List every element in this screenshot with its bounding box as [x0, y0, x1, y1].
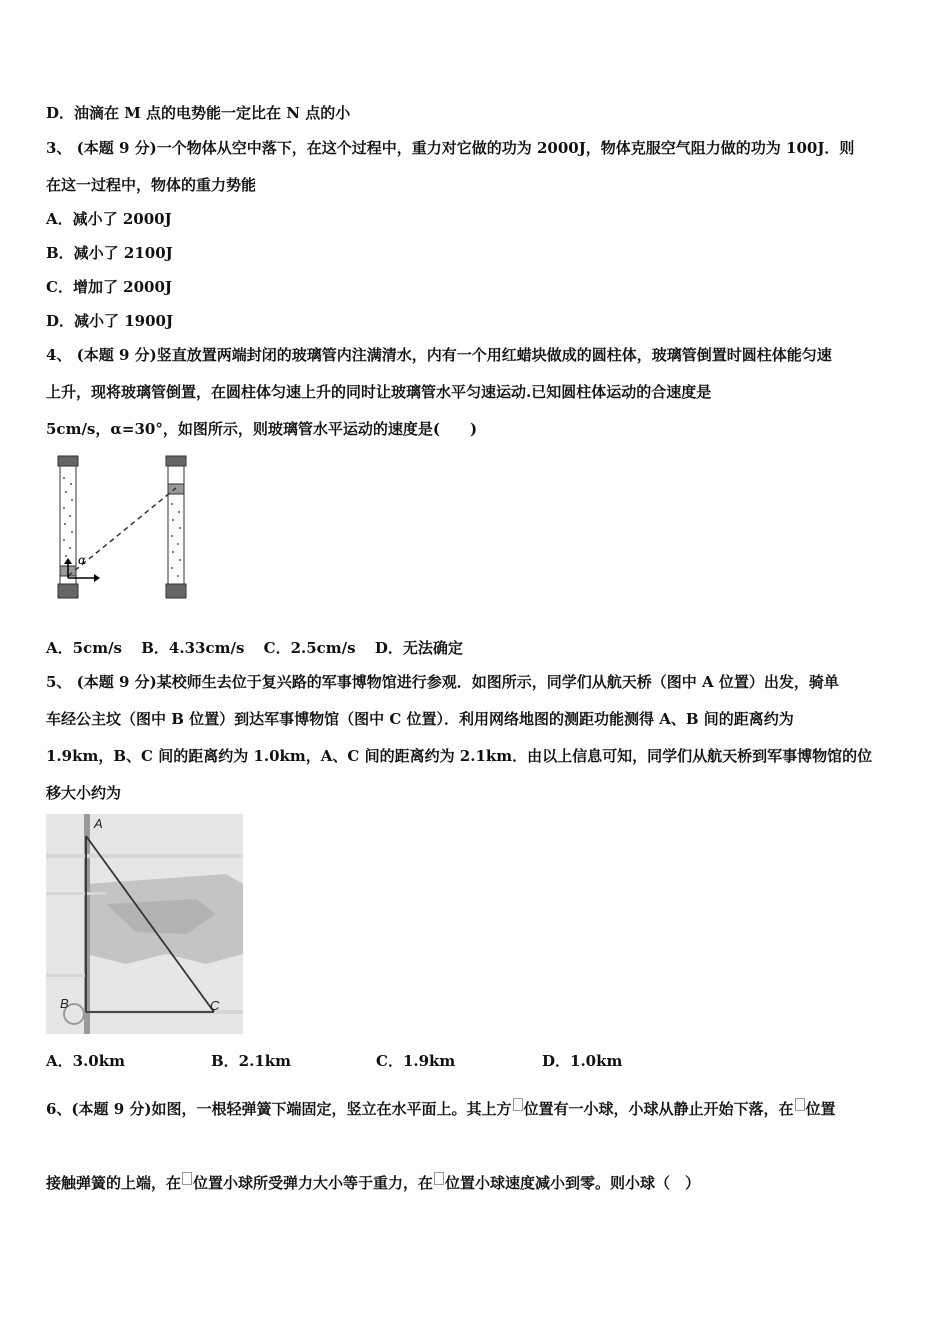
q6-stem-1a: 6、(本题 9 分)如图，一根轻弹簧下端固定，竖立在水平面上。其上方 — [46, 1100, 512, 1118]
q5-map-figure — [46, 814, 243, 1034]
q5-stem-line-2: 车经公主坟（图中 B 位置）到达军事博物馆（图中 C 位置）．利用网络地图的测距功能测得 A、B 间的距离约为 — [46, 710, 794, 728]
q6-stem-2b: 位置小球所受弹力大小等于重力，在 — [193, 1174, 434, 1192]
q5-option-c: C．1.9km — [376, 1052, 456, 1070]
q6-stem-line-1 — [46, 1098, 836, 1119]
q4-stem-line-1: 4、 (本题 9 分)竖直放置两端封闭的玻璃管内注满清水，内有一个用红蜡块做成的圆柱体，玻璃管倒置时圆柱体能匀速 — [46, 346, 832, 364]
q3-stem-line-1: 3、 (本题 9 分)一个物体从空中落下，在这个过程中，重力对它做的功为 2000J，物体克服空气阻力做的功为 100J．则 — [46, 139, 855, 157]
q3-option-b: B．减小了 2100J — [46, 244, 173, 262]
q3-stem-line-2: 在这一过程中，物体的重力势能 — [46, 176, 257, 194]
q6-stem-2c: 位置小球速度减小到零。则小球（ ） — [445, 1174, 701, 1192]
q3-option-a: A．减小了 2000J — [46, 210, 172, 228]
q2-option-d: D．油滴在 M 点的电势能一定比在 N 点的小 — [46, 104, 351, 122]
q3-option-c: C．增加了 2000J — [46, 278, 173, 296]
q4-option-c: C．2.5cm/s — [263, 639, 356, 657]
angle-alpha-label: α — [78, 553, 87, 567]
point-a-label: A — [94, 816, 103, 831]
q3-option-d: D．减小了 1900J — [46, 312, 174, 330]
q5-stem-line-4: 移大小约为 — [46, 784, 122, 802]
q4-options — [46, 637, 477, 658]
q4-stem-line-2: 上升，现将玻璃管倒置，在圆柱体匀速上升的同时让玻璃管水平匀速运动.已知圆柱体运动的合速度是 — [46, 383, 712, 401]
q5-stem-line-1: 5、 (本题 9 分)某校师生去位于复兴路的军事博物馆进行参观．如图所示，同学们从航天桥（图中 A 位置）出发，骑单 — [46, 673, 839, 691]
q4-option-d: D．无法确定 — [374, 639, 463, 657]
q4-option-a: A．5cm/s — [46, 639, 123, 657]
q5-option-b: B．2.1km — [211, 1052, 292, 1070]
point-c-label: C — [210, 998, 220, 1013]
right-tube — [166, 456, 186, 598]
point-b-label: B — [60, 996, 69, 1011]
position-placeholder-box — [182, 1172, 192, 1185]
q6-stem-1b: 位置有一小球，小球从静止开始下落，在 — [523, 1100, 794, 1118]
q6-stem-2a: 接触弹簧的上端，在 — [46, 1174, 182, 1192]
q4-option-b: B．4.33cm/s — [141, 639, 245, 657]
q5-option-d: D．1.0km — [542, 1052, 623, 1070]
q4-stem-line-3: 5cm/s，α=30°，如图所示，则玻璃管水平运动的速度是( ) — [46, 420, 478, 438]
position-placeholder-box — [795, 1098, 805, 1111]
q5-stem-line-3: 1.9km，B、C 间的距离约为 1.0km，A、C 间的距离约为 2.1km．由以上信息可知，同学们从航天桥到军事博物馆的位 — [46, 747, 873, 765]
q5-option-a: A．3.0km — [46, 1052, 125, 1070]
q4-glass-tube-figure — [46, 454, 206, 604]
position-placeholder-box — [434, 1172, 444, 1185]
q6-stem-1c: 位置 — [805, 1100, 836, 1118]
position-placeholder-box — [513, 1098, 523, 1111]
q6-stem-line-2 — [46, 1172, 700, 1193]
